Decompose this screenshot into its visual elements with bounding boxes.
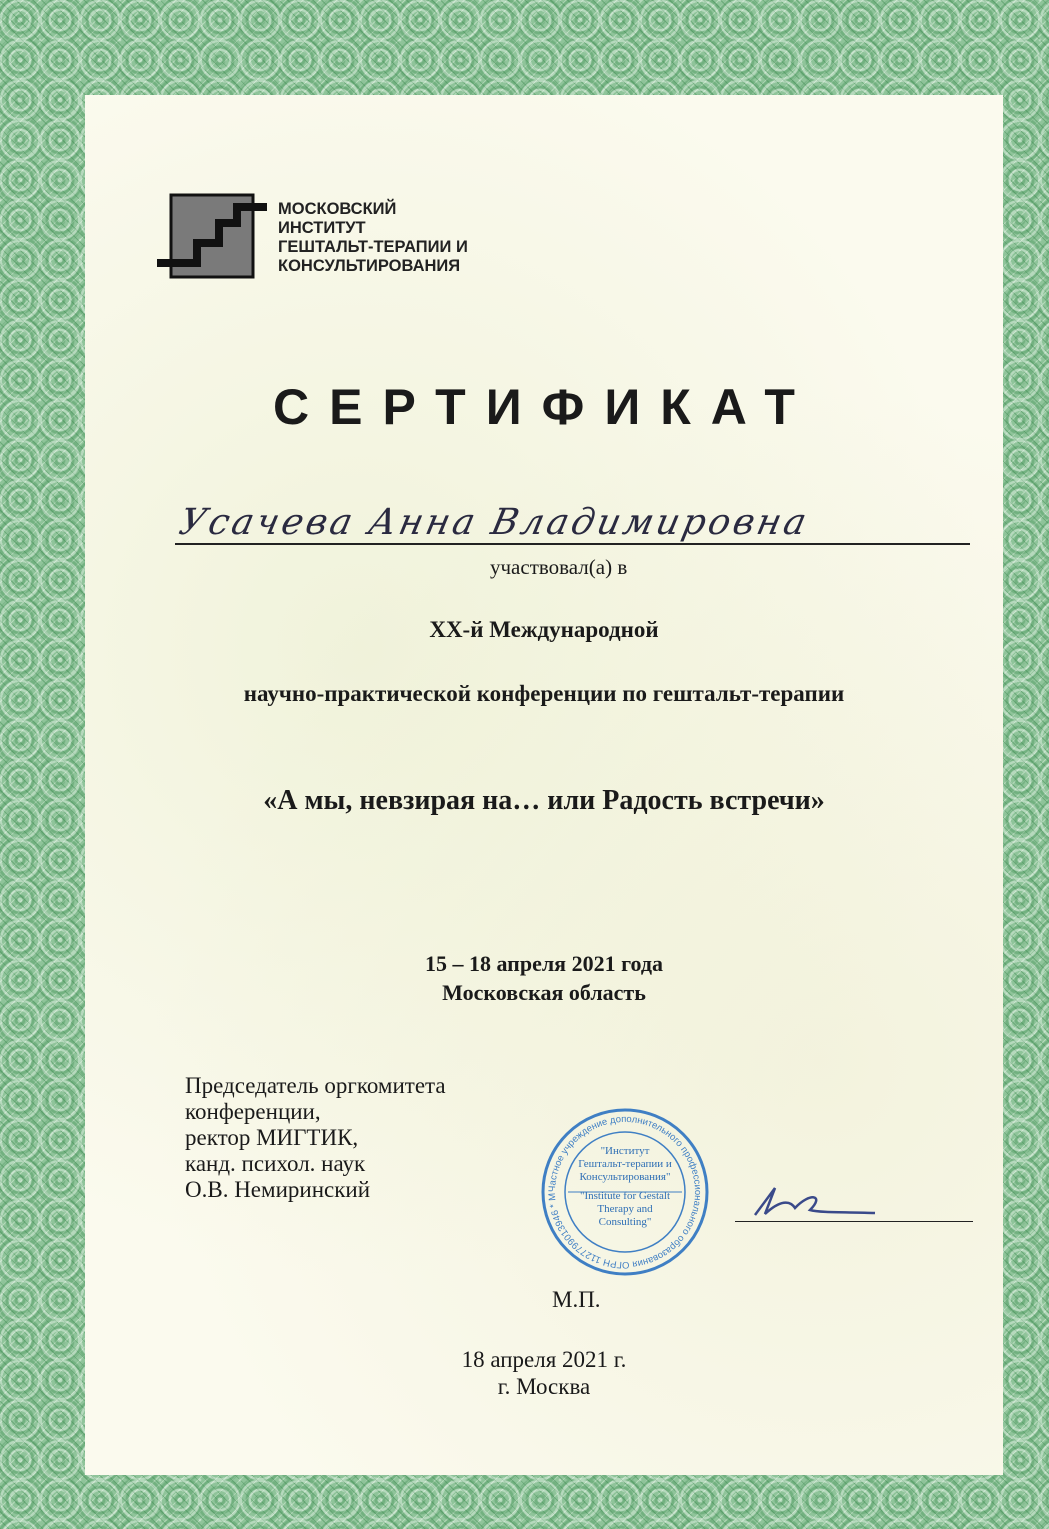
logo-line: МОСКОВСКИЙ [278, 200, 397, 218]
signatory-line: конференции, [185, 1099, 321, 1124]
signatory-line: О.В. Немиринский [185, 1177, 370, 1202]
stamp-text: "Институт [600, 1145, 650, 1157]
stamp-text: Therapy and [597, 1203, 653, 1215]
stamp-ring-text: Частное учреждение дополнительного профессионального образования ОГРН 1127799013946 * М [546, 1113, 704, 1271]
stamp-text: Гештальт-терапии и [578, 1158, 672, 1170]
certificate-title: СЕРТИФИКАТ [273, 379, 815, 435]
signature [750, 1180, 880, 1225]
seal-stamp [540, 1107, 710, 1277]
logo-line: ИНСТИТУТ [278, 219, 366, 237]
stamp-text: "Institute for Gestalt [579, 1190, 671, 1202]
logo-text [278, 200, 468, 276]
logo-line: КОНСУЛЬТИРОВАНИЯ [278, 257, 461, 275]
stamp-text: Консультирования" [579, 1171, 671, 1183]
signature-line [735, 1221, 973, 1222]
signatory-block [185, 1073, 446, 1203]
event-dates: 15 – 18 апреля 2021 года [424, 951, 664, 976]
stamp-text: Consulting" [598, 1216, 652, 1228]
event-line-1: XX-й Международной [429, 617, 659, 642]
issue-date: 18 апреля 2021 г. [461, 1347, 627, 1372]
logo-mark [157, 193, 267, 284]
signatory-line: Председатель оргкомитета [185, 1073, 446, 1098]
event-location: Московская область [442, 980, 646, 1005]
event-line-2: научно-практической конференции по гештальт-терапии [243, 681, 845, 706]
participated-text: участвовал(а) в [490, 555, 628, 579]
signatory-line: ректор МИГТИК, [185, 1125, 359, 1150]
mp-label: М.П. [552, 1287, 601, 1312]
recipient-name: Усачева Анна Владимировна [175, 502, 813, 543]
logo-line: ГЕШТАЛЬТ-ТЕРАПИИ И [278, 238, 468, 256]
issue-city: г. Москва [497, 1374, 591, 1399]
event-theme: «А мы, невзирая на… или Радость встречи» [263, 785, 825, 816]
certificate-paper [85, 95, 1003, 1475]
name-underline [175, 543, 970, 545]
signatory-line: канд. психол. наук [185, 1151, 366, 1176]
